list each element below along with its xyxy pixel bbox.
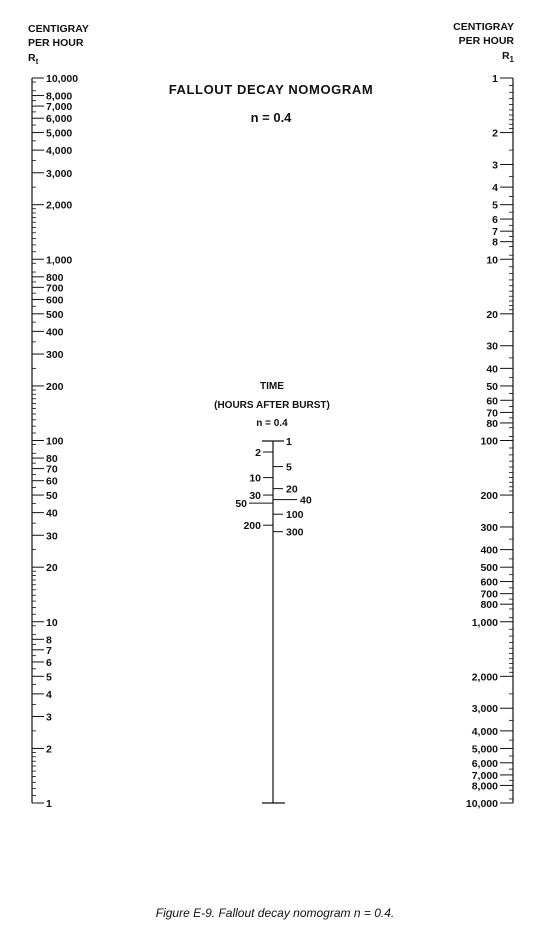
- time-param: n = 0.4: [256, 418, 288, 429]
- time-title: TIME: [260, 381, 284, 392]
- time-left-label: 50: [235, 498, 247, 511]
- left-header-symbol: $R_t$: [28, 52, 39, 66]
- time-right-label: 300: [286, 526, 304, 539]
- time-right-label: 20: [286, 483, 298, 496]
- right-tick-label: 10,000: [465, 798, 498, 810]
- left-tick-label: 2,000: [46, 199, 73, 212]
- right-header-line2: PER HOUR: [458, 35, 514, 47]
- right-tick-label: 5,000: [471, 743, 498, 756]
- right-scale: [466, 73, 513, 810]
- left-tick-label: 2: [46, 743, 52, 756]
- right-tick-label: 200: [480, 490, 498, 503]
- left-tick-label: 300: [46, 349, 64, 362]
- left-tick-label: 500: [46, 308, 64, 321]
- right-tick-label: 800: [480, 599, 498, 612]
- right-tick-label: 400: [480, 544, 498, 557]
- left-header-subscript: t: [35, 57, 39, 66]
- time-subtitle: (HOURS AFTER BURST): [214, 400, 330, 411]
- left-tick-label: 400: [46, 326, 64, 339]
- right-tick-label: 8: [492, 236, 498, 249]
- left-tick-label: 7: [46, 644, 52, 657]
- right-tick-label: 5: [492, 199, 498, 212]
- right-tick-label: 3,000: [471, 703, 498, 716]
- left-tick-label: 1: [46, 798, 52, 810]
- left-tick-label: 4,000: [46, 145, 73, 158]
- right-tick-label: 700: [480, 588, 498, 601]
- left-header-line1: CENTIGRAY: [28, 23, 89, 35]
- right-tick-label: 2: [492, 127, 498, 140]
- right-tick-label: 20: [486, 308, 498, 321]
- left-tick-label: 3,000: [46, 167, 73, 180]
- right-tick-label: 4,000: [471, 725, 498, 738]
- left-tick-label: 1,000: [46, 254, 73, 267]
- right-tick-label: 600: [480, 576, 498, 589]
- left-tick-label: 70: [46, 463, 58, 476]
- right-header-symbol: $R_1$: [501, 50, 514, 64]
- right-tick-label: 70: [486, 407, 498, 420]
- left-tick-label: 4: [46, 688, 52, 701]
- left-tick-label: 10,000: [46, 73, 79, 85]
- right-tick-label: 40: [486, 363, 498, 376]
- left-tick-label: 6,000: [46, 113, 73, 126]
- right-tick-label: 100: [480, 435, 498, 448]
- left-tick-label: 8: [46, 634, 52, 647]
- left-tick-label: 6: [46, 656, 52, 669]
- figure-caption: Figure E-9. Fallout decay nomogram n = 0.4.: [155, 906, 395, 920]
- time-left-label: 30: [249, 490, 261, 503]
- left-tick-label: 7,000: [46, 101, 73, 114]
- left-tick-label: 50: [46, 490, 58, 503]
- time-left-label: 200: [243, 520, 261, 533]
- right-tick-label: 7: [492, 226, 498, 239]
- right-header-subscript: 1: [509, 55, 514, 64]
- nomogram-title: FALLOUT DECAY NOMOGRAM: [168, 82, 374, 97]
- left-tick-label: 100: [46, 435, 64, 448]
- left-tick-label: 600: [46, 294, 64, 307]
- left-tick-label: 200: [46, 380, 64, 393]
- left-tick-label: 60: [46, 475, 58, 488]
- right-tick-label: 10: [486, 254, 498, 267]
- right-tick-label: 6,000: [471, 757, 498, 770]
- right-tick-label: 30: [486, 340, 498, 353]
- right-tick-label: 8,000: [471, 780, 498, 793]
- left-tick-label: 5,000: [46, 127, 73, 140]
- left-tick-label: 5: [46, 671, 52, 684]
- right-tick-label: 50: [486, 380, 498, 393]
- left-tick-label: 80: [46, 453, 58, 466]
- right-tick-label: 7,000: [471, 769, 498, 782]
- left-tick-label: 800: [46, 271, 64, 284]
- right-tick-label: 60: [486, 395, 498, 408]
- nomogram-param: n = 0.4: [250, 110, 292, 125]
- right-tick-label: 1,000: [471, 616, 498, 629]
- left-scale: [32, 73, 78, 810]
- right-header-line1: CENTIGRAY: [453, 21, 514, 33]
- right-tick-label: 4: [492, 182, 498, 195]
- right-tick-label: 3: [492, 159, 498, 172]
- time-right-label: 5: [286, 461, 292, 474]
- right-tick-label: 500: [480, 562, 498, 575]
- right-tick-label: 6: [492, 214, 498, 227]
- left-tick-label: 700: [46, 282, 64, 295]
- left-header-line2: PER HOUR: [28, 37, 84, 49]
- time-right-label: 100: [286, 509, 304, 522]
- right-tick-label: 300: [480, 521, 498, 534]
- right-tick-label: 80: [486, 417, 498, 430]
- time-right-label: 40: [300, 494, 312, 507]
- left-tick-label: 3: [46, 711, 52, 724]
- time-left-label: 2: [255, 447, 261, 460]
- left-tick-label: 40: [46, 507, 58, 520]
- time-right-label: 1: [286, 436, 292, 448]
- right-tick-label: 2,000: [471, 671, 498, 684]
- left-tick-label: 8,000: [46, 90, 73, 103]
- left-tick-label: 20: [46, 562, 58, 575]
- time-left-label: 10: [249, 472, 261, 485]
- left-tick-label: 30: [46, 530, 58, 543]
- right-tick-label: 1: [492, 73, 498, 85]
- left-tick-label: 10: [46, 616, 58, 629]
